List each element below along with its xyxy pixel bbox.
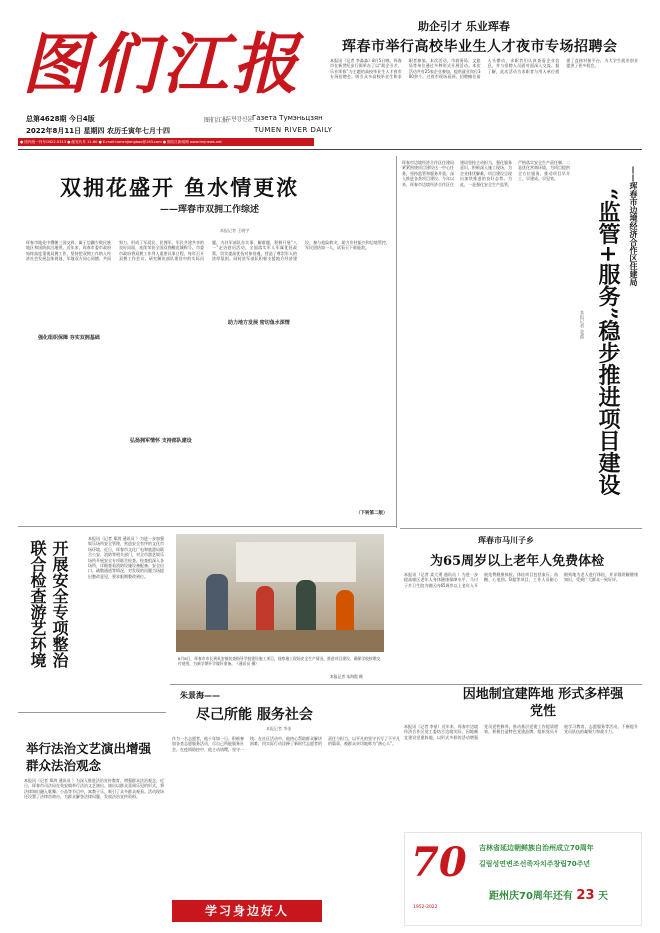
photo-window (236, 542, 356, 582)
photo-credit: 本报记者 朱海霞 摄 (330, 674, 363, 679)
photo-person (206, 574, 228, 634)
logo-years: 1952-2022 (413, 905, 438, 910)
banner-good-people (172, 900, 322, 922)
ad-ko-title: 길림성연변조선족자치주창립70주년 (479, 860, 591, 868)
rule (170, 684, 642, 685)
rule (18, 149, 642, 150)
lead-subtitle: ——珲春市双拥工作综述 (160, 205, 260, 215)
logo-number: 70 (411, 839, 467, 886)
law-story-title: 举行法治文艺演出增强群众法治观念 (26, 741, 152, 773)
border-story-title: 因地制宜建阵地 形式多样强党性 (462, 687, 624, 719)
border-story-body: 本报讯（记者 李星）近年来，珲春市边境经济合作区党工委结合边境实际，因地制宜建设党建阵地，以形式多样的活动增强党员党性修养，推动基层党建工作提质增效。积极打造特色党建品牌，组织党员开展学习教育、志愿服务等活动，不断提升党员队伍的凝聚力和战斗力。 (404, 724, 638, 740)
elderly-kicker: 珲春市马川子乡 (478, 536, 534, 545)
rule (18, 712, 166, 713)
masthead-sub-ko: 두만강신문 (226, 117, 253, 123)
lead-byline: 本报记者 王晓宇 (220, 228, 250, 233)
masthead-sub-cn: 图们江报 (204, 117, 229, 124)
lead-subhead-3: 助力地方发展 密切鱼水深情 (228, 320, 290, 326)
side-feature-title: “监管+服务”稳步推进项目建设 (595, 188, 621, 496)
side-feature-body: 珲春市边境经济合作区住建局紧紧围绕项目建设这一中心任务，坚持监管和服务并重，深入推进各类项目建设。今年以来，珲春市边境经济合作区住建局坚持主动担当，强化服务意识，积极深入施工现场，为企业排忧解难，项目建设呈现出加快推进的良好态势。为此，一是强化安全生产监管，严格落实安全生产责任制；二是优化营商环境，为项目提供全方位服务，推动项目早开工、早建成、早见效。 (402, 160, 570, 187)
photo-caption: 8月8日，珲春市市长到英安镇检查指导学校建设施工项目，视察施工现场安全生产情况，推进项目建设，确保学校按期交付使用，为新学期开学做好准备。（通讯员 摄） (178, 656, 381, 666)
banner-good-people-text: 学习身边好人 (204, 904, 289, 918)
law-story-body: 本报讯（记者 郑鸿 通讯员 ）为深入推进法治宣传教育，增强群众法治观念，近日，珲春市司法局在英安镇举行法治文艺演出。演出以群众喜闻乐见的形式，将法律知识融入歌舞、小品等节目中，寓教于乐，吸引了众多群众观看。活动现场还设置了法律咨询台，为群众解答法律问题，发放法治宣传资料。 (24, 778, 164, 800)
left-vertical-title: 开展安全专项整治联合检查游艺环境 (28, 540, 69, 668)
photo-floor (176, 630, 384, 652)
top-story-title: 珲春市举行高校毕业生人才夜市专场招聘会 (342, 39, 618, 55)
anniversary-logo (411, 839, 471, 899)
gov-story-byline: 本报记者 李金 (266, 726, 292, 731)
lead-subhead-2: 弘扬拥军情怀 支持部队建设 (130, 438, 192, 444)
countdown-suffix: 天 (597, 891, 608, 902)
countdown-days: 23 (576, 888, 595, 903)
photo-person (296, 580, 316, 635)
ad-countdown (489, 887, 608, 903)
elderly-title: 为65周岁以上老年人免费体检 (430, 554, 605, 569)
side-feature-kicker: ——珲春市边境经济合作区住建局 (629, 166, 638, 286)
masthead-logo (22, 18, 310, 110)
masthead-title: 图们江报 (22, 25, 302, 103)
lead-body: 珲春市地处中俄朝三国交界，属于边疆少数民族地区和国防前沿地带。近年来，珲春市委市政府始终高度重视双拥工作，坚持把双拥工作纳入经济社会发展总体规划，军地双方同心同德，共同努力，形成了军爱民、民拥军、军民共建共享的良好局面，连续荣获全国双拥模范城称号。市委市政府将双拥工作列入重要议事日程，每年召开双拥工作会议，研究解决部队建设中的实际问题，为驻军部队办实事、解难题，积极开展“八一”走访慰问活动，全面落实军人军属优抚政策，切实提高优抚对象待遇，营造了尊崇军人的浓厚氛围。同时驻军部队积极支援地方经济建设，参与抢险救灾，助力乡村振兴和边境管控，军民团结如一人，试看天下谁能敌。 (26, 240, 390, 262)
rule-vertical (396, 156, 397, 528)
side-feature-byline: 本报记者 张鑫 (579, 310, 584, 339)
top-story-body: 本报讯（记者 李淼淼）8月5日晚，珲春市在新世纪步行街举办了以“助企引才，乐业珲春”为主题的高校毕业生人才夜市专场招聘会。吸引众多高校毕业生和求职者参加。本次活动，市商务局、文旅局等单位通过多种形式开展活动。本次活动共有25家企业参加，提供就业岗位300余个。过夜市现场看到，招聘摊位前人头攒动，求职者们认真查看企业信息，并与招聘人员面对面深入交流。据了解，此次活动为求职者与用人单位搭建了直接对接平台，为大学生就业创业提供了更多机会。 (330, 58, 638, 80)
masthead-contact: ● 国内统一刊号CN22-0313 ● 邮发代号 11-60 ● E-mail:tumenjiangbao@163.com ● 图们江新闻网 www.tmjnews.net (20, 139, 222, 144)
gov-story-kicker: 朱景海—— (180, 691, 220, 700)
lead-continued: （下转第二版） (356, 511, 388, 516)
rule (400, 528, 642, 529)
news-photo (176, 534, 384, 652)
elderly-body: 本报讯（记者 姜大勇 通讯员 ）为进一步提高辖区老年人身体健康保障水平，马川子乡卫生院为辖区内65周岁以上老年人开展免费健康体检。体检项目包括血压、血糖、心电图、B超等项目，工作人员耐心细致地为老人进行体检，并详细讲解健康知识，受到广大群众一致好评。 (404, 572, 638, 588)
gov-story-title: 尽己所能 服务社会 (196, 707, 313, 723)
masthead-ko-name: Газета Тумэньцзян (252, 114, 323, 122)
lead-subhead-1: 强化组织保障 夯实双拥基础 (38, 335, 100, 341)
countdown-prefix: 距州庆70周年还有 (489, 891, 573, 902)
issue-date: 2022年8月11日 星期四 农历壬寅年七月十四 (26, 127, 170, 135)
gov-story-body: 作为一名志愿者，他十年如一日，积极参加各类志愿服务活动，尽自己所能服务社会。在疫情防控中，他主动请缨，坚守一线；在社区活动中，他热心帮助群众解决困难，用实际行动诠释了新时代志愿者的责任与担当，以平凡的坚守书写了不平凡的篇章，被群众亲切地称为“热心人”。 (172, 736, 400, 752)
left-vertical-body: 本报讯（记者 郑鸿 通讯员 ）为进一步加强娱乐场所安全管理，营造安全有序的文化市场环境，近日，珲春市文化广电和旅游局联合公安、消防等相关部门，对全市游艺娱乐场所开展安全专项联合检查。检查组深入各场所，详细查看消防设施设备配备、安全出口、疏散通道等情况，对发现的问题当场提出整改意见，要求限期整改到位。 (88, 536, 164, 579)
rule (18, 526, 396, 527)
lead-title: 双拥花盛开 鱼水情更浓 (60, 175, 300, 200)
top-slogan: 助企引才 乐业珲春 (418, 20, 510, 33)
photo-person (256, 586, 274, 636)
anniversary-ad (404, 832, 642, 926)
masthead-en: TUMEN RIVER DAILY (254, 126, 333, 134)
issue-number: 总第4628期 今日4版 (26, 115, 95, 123)
ad-cn-title: 吉林省延边朝鲜族自治州成立70周年 (479, 844, 594, 852)
